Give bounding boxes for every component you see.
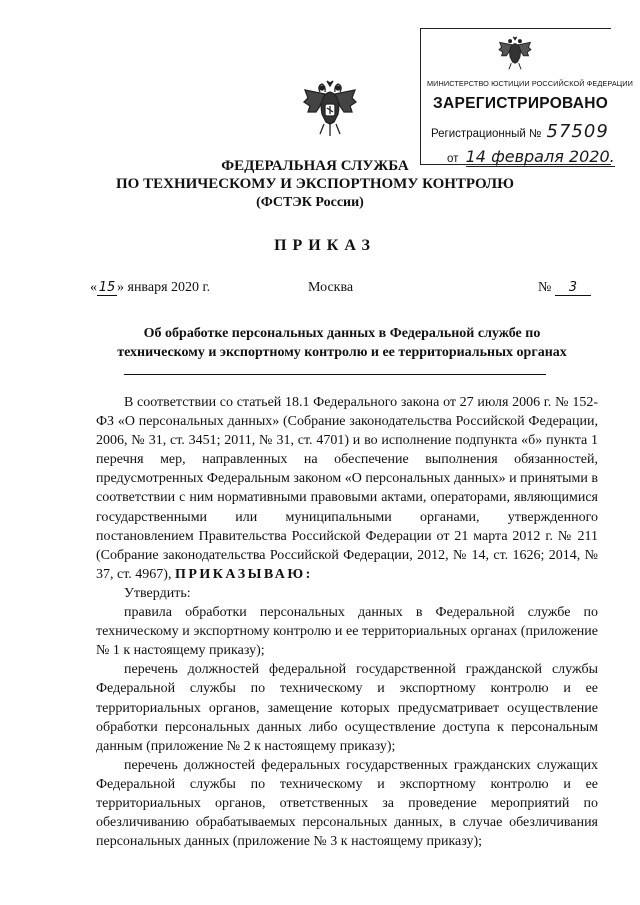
stamp-date-label: от (447, 153, 459, 165)
stamp-date-value: 14 февраля 2020. (465, 147, 615, 166)
document-type-heading: ПРИКАЗ (274, 237, 376, 254)
order-keyword: ПРИКАЗЫВАЮ: (174, 566, 313, 582)
org-name-line2: ПО ТЕХНИЧЕСКОМУ И ЭКСПОРТНОМУ КОНТРОЛЮ (116, 176, 514, 192)
body-paragraph-preamble (96, 393, 598, 584)
date-rest: » января 2020 г. (117, 280, 211, 295)
number-value: 3 (555, 280, 591, 296)
org-short-name: (ФСТЭК России) (256, 195, 364, 210)
body-paragraph-approve: Утвердить: (124, 585, 191, 601)
double-headed-eagle-icon (300, 78, 360, 140)
body-paragraph-item-2: перечень должностей федеральной государственной гражданской службы Федеральной службы по техническому и экспортному контролю и ее территориальных органов, замещение которых предусматривает осуществление обработки персональных данных либо осуществление доступа к персональным данным (приложение № 2 к настоящему приказу); (96, 662, 598, 754)
stamp-registered-label: ЗАРЕГИСТРИРОВАНО (433, 95, 609, 112)
registration-stamp (420, 28, 633, 166)
document-city: Москва (308, 280, 354, 295)
coat-of-arms-emblem (300, 78, 360, 140)
date-open-quote: « (90, 280, 97, 295)
stamp-registration-number-line (431, 121, 609, 142)
stamp-reg-number: 57509 (546, 121, 609, 142)
document-date (90, 280, 210, 296)
document-number (538, 280, 591, 296)
body-paragraph-item-3: перечень должностей федеральных государственных гражданских служащих Федеральной службы по техническому и экспортному контролю и ее территориальных органов, ответственных за проведение мероприятий по обезличиванию обрабатываемых персональных данных, в случае обезличивания персональных данных (приложение № 3 к настоящему приказу); (96, 757, 598, 850)
org-name-line1: ФЕДЕРАЛЬНАЯ СЛУЖБА (221, 158, 409, 174)
stamp-ministry-name: МИНИСТЕРСТВО ЮСТИЦИИ РОССИЙСКОЙ ФЕДЕРАЦИИ (427, 79, 633, 88)
title-underline-divider (124, 374, 546, 375)
number-label: № (538, 280, 552, 295)
stamp-reg-label: Регистрационный № (431, 128, 542, 140)
document-title: Об обработке персональных данных в Федеральной службе по техническому и экспортному контролю и ее территориальных органах (117, 326, 567, 360)
date-city-number-line (0, 280, 640, 300)
date-day: 15 (98, 280, 116, 295)
preamble-text: В соответствии со статьей 18.1 Федерального закона от 27 июля 2006 г. № 152-ФЗ «О персональных данных» (Собрание законодательства Российской Федерации, 2006, № 31, ст. 3451; 2011, № 31, ст. 4701) и во исполнение подпункта «б» пункта 1 перечня мер, направленных на обеспечение выполнения обязанностей, предусмотренных Федеральным законом «О персональных данных» и принятыми в соответствии с ним нормативными правовыми актами, операторами, являющимися государственными или муниципальными органами, утвержденного постановлением Правительства Российской Федерации от 21 марта 2012 г. № 211 (Собрание законодательства Российской Федерации, 2012, № 14, ст. 1626; 2014, № 37, ст. 4967), (96, 395, 598, 582)
document-body (96, 393, 598, 851)
stamp-emblem-icon (496, 35, 534, 73)
body-paragraph-item-1: правила обработки персональных данных в Федеральной службе по техническому и экспортному контролю и ее территориальных органах (приложение № 1 к настоящему приказу); (96, 605, 598, 659)
